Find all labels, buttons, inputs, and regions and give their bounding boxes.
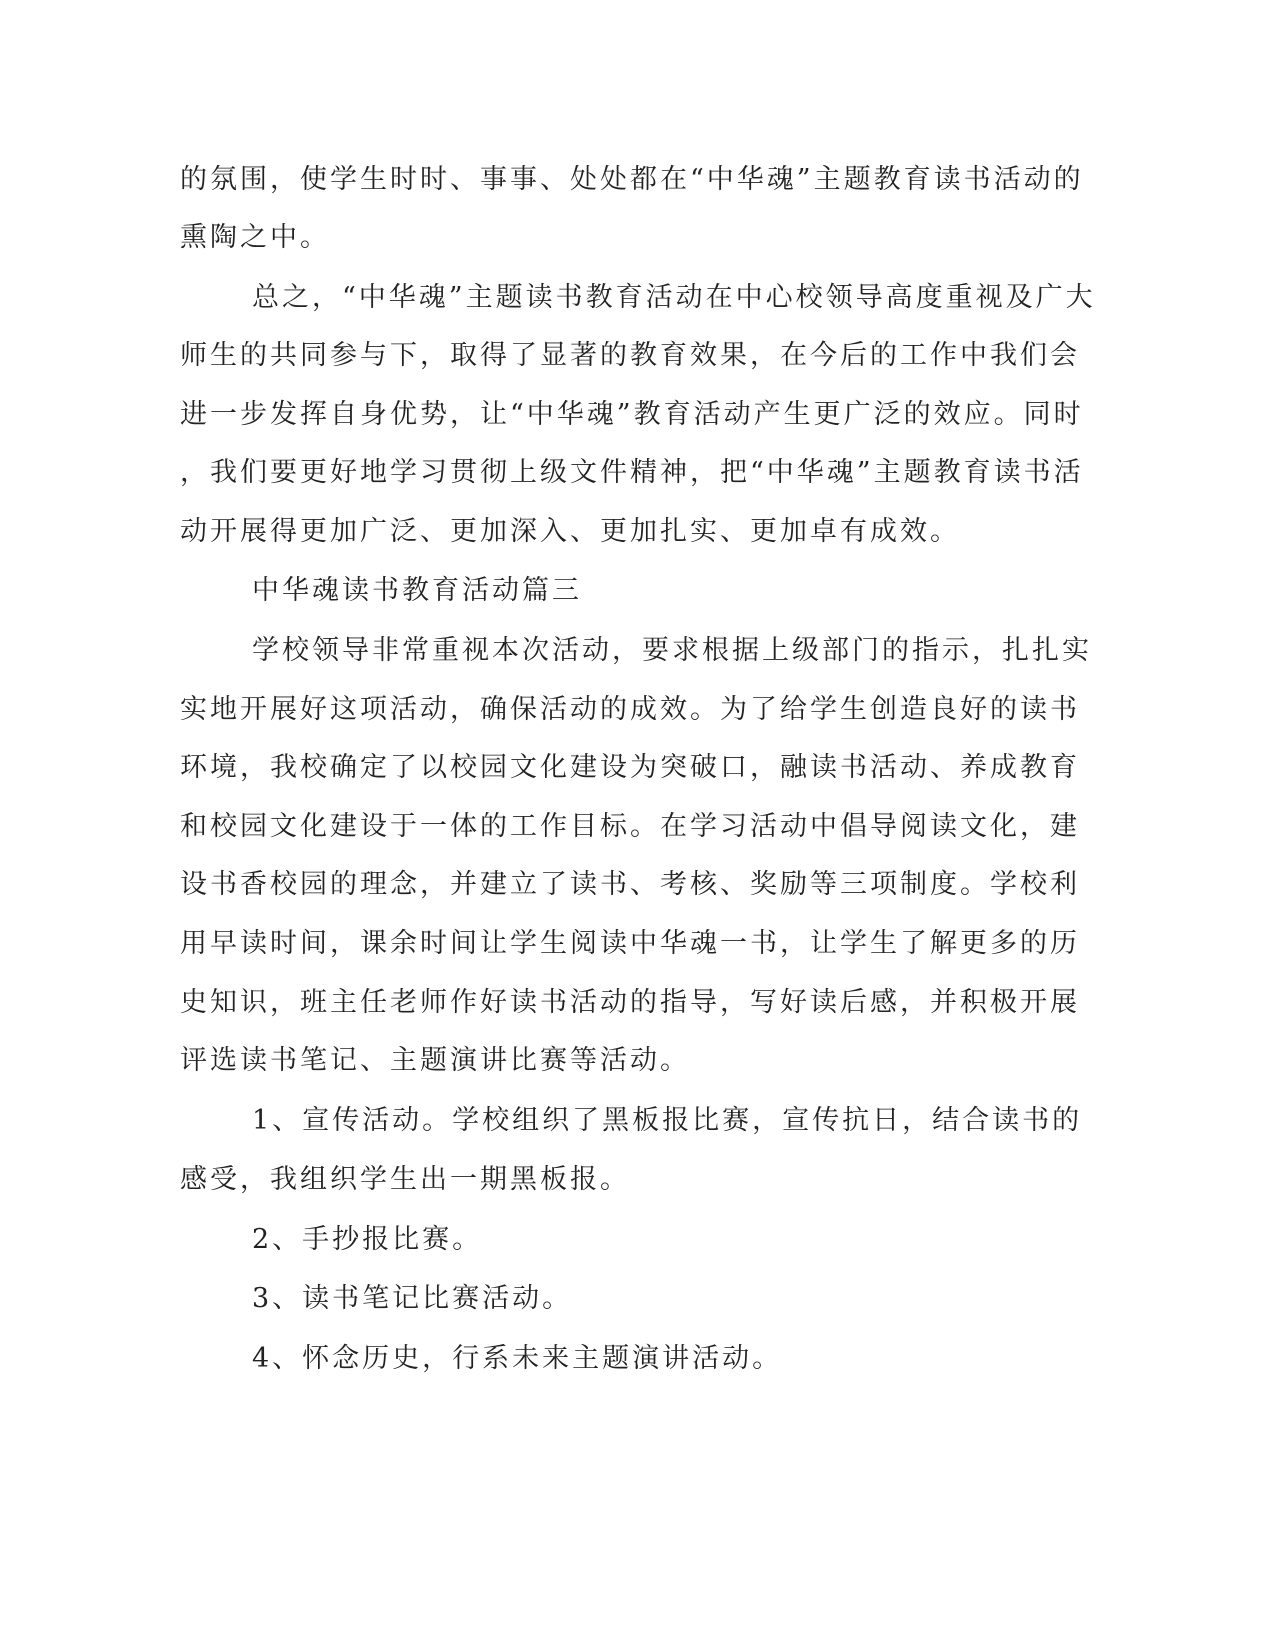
list-item-2: 2、手抄报比赛。 [252, 1224, 483, 1255]
section-heading: 中华魂读书教育活动篇三 [252, 575, 582, 606]
text-line-18: 感受，我组织学生出一期黑板报。 [180, 1164, 630, 1195]
text-line-11: 环境，我校确定了以校园文化建设为突破口，融读书活动、养成教育 [180, 752, 1080, 783]
text-line-9: 学校领导非常重视本次活动，要求根据上级部门的指示，扎扎实 [252, 635, 1092, 666]
text-line-3: 总之，“中华魂”主题读书教育活动在中心校领导高度重视及广大 [252, 282, 1096, 313]
text-line-15: 史知识，班主任老师作好读书活动的指导，写好读后感，并积极开展 [180, 987, 1080, 1018]
text-line-6: ，我们要更好地学习贯彻上级文件精神，把“中华魂”主题教育读书活 [180, 457, 1084, 488]
text-line-7: 动开展得更加广泛、更加深入、更加扎实、更加卓有成效。 [180, 516, 960, 547]
list-item-4: 4、怀念历史，行系未来主题演讲活动。 [252, 1343, 783, 1374]
text-line-2: 熏陶之中。 [180, 222, 330, 253]
text-line-1: 的氛围，使学生时时、事事、处处都在“中华魂”主题教育读书活动的 [180, 164, 1084, 195]
list-item-3: 3、读书笔记比赛活动。 [252, 1283, 573, 1314]
text-line-13: 设书香校园的理念，并建立了读书、考核、奖励等三项制度。学校利 [180, 869, 1080, 900]
text-line-5: 进一步发挥自身优势，让“中华魂”教育活动产生更广泛的效应。同时 [180, 399, 1084, 430]
text-line-14: 用早读时间，课余时间让学生阅读中华魂一书，让学生了解更多的历 [180, 928, 1080, 959]
text-line-12: 和校园文化建设于一体的工作目标。在学习活动中倡导阅读文化，建 [180, 811, 1080, 842]
list-item-1: 1、宣传活动。学校组织了黑板报比赛，宣传抗日，结合读书的 [252, 1105, 1083, 1136]
text-line-10: 实地开展好这项活动，确保活动的成效。为了给学生创造良好的读书 [180, 694, 1080, 725]
text-line-4: 师生的共同参与下，取得了显著的教育效果，在今后的工作中我们会 [180, 340, 1080, 371]
text-line-16: 评选读书笔记、主题演讲比赛等活动。 [180, 1045, 690, 1076]
